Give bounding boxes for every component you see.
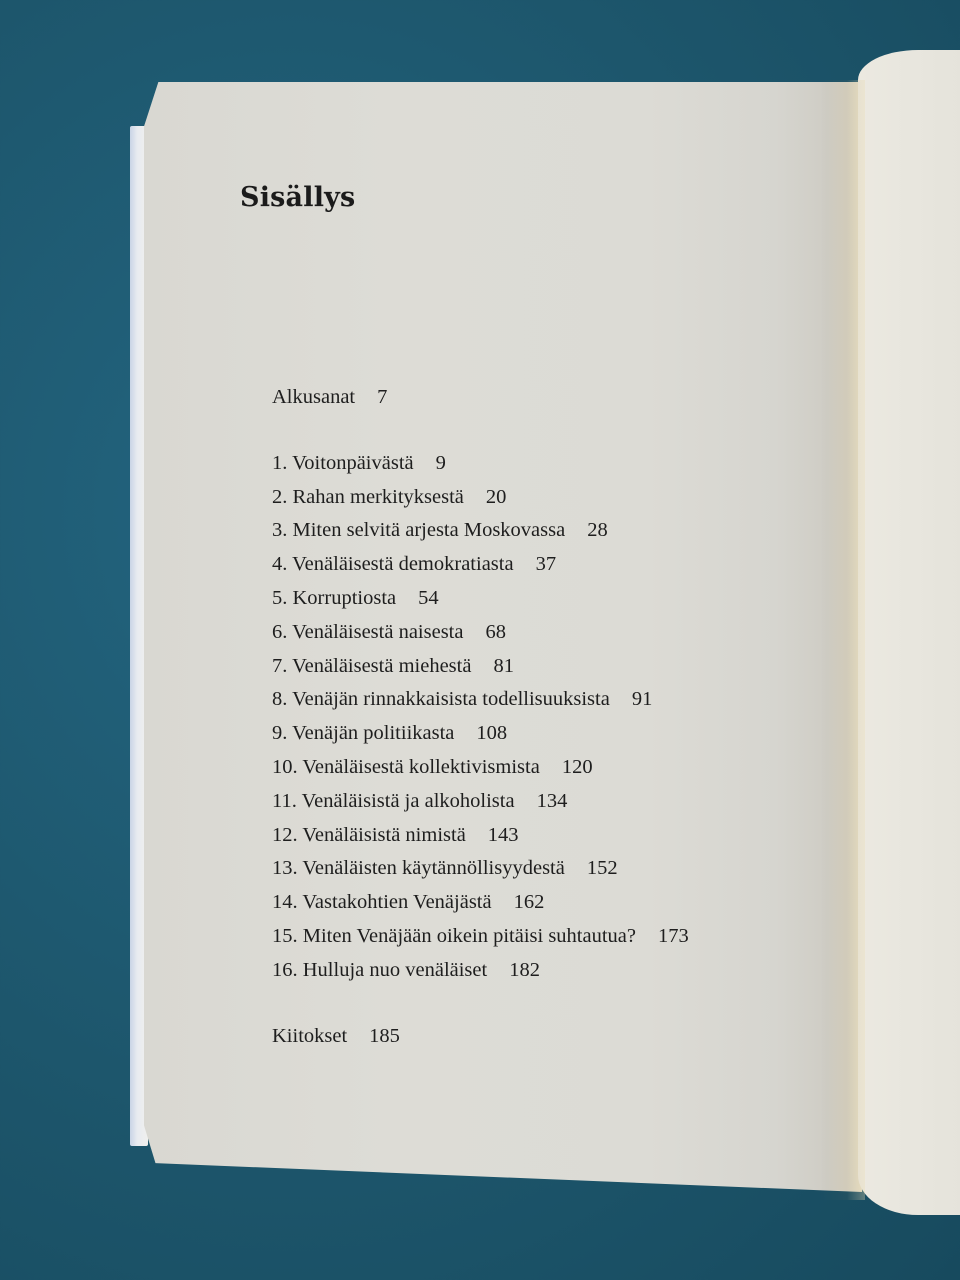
toc-entry-chapter-4 (272, 548, 689, 582)
entry-page-number: 20 (485, 485, 507, 508)
entry-title: Kiitokset (272, 1024, 348, 1047)
chapter-number: 16. (272, 958, 298, 981)
entry-title: Alkusanat (272, 386, 356, 408)
toc-entry-chapter-5 (272, 582, 689, 616)
chapter-number: 7. (272, 654, 288, 677)
toc-entry-chapter-16 (272, 954, 689, 988)
toc-list (272, 381, 689, 1053)
toc-entry-chapter-2 (272, 481, 689, 515)
entry-title: Miten Venäjään oikein pitäisi suhtautua? (302, 924, 636, 947)
chapter-number: 14. (272, 891, 298, 914)
chapter-number: 2. (272, 485, 288, 508)
entry-title: Miten selvitä arjesta Moskovassa (292, 519, 566, 542)
chapter-number: 3. (272, 519, 288, 542)
entry-title: Venäläisistä ja alkoholista (301, 789, 515, 812)
chapter-number: 1. (272, 451, 288, 474)
toc-entry-chapter-15 (272, 920, 689, 954)
entry-title: Venäjän politiikasta (292, 722, 455, 745)
chapter-number: 6. (272, 620, 288, 643)
entry-title: Korruptiosta (292, 586, 397, 609)
entry-title: Venäläisestä kollektivismista (302, 755, 540, 778)
chapter-number: 9. (272, 722, 288, 745)
entry-page-number: 68 (485, 620, 506, 643)
entry-title: Venäläisestä demokratiasta (292, 553, 514, 576)
chapter-number: 10. (272, 755, 298, 778)
entry-title: Venäläisestä naisesta (292, 620, 464, 643)
entry-page-number: 28 (587, 519, 608, 542)
entry-page-number: 173 (658, 924, 689, 947)
entry-page-number: 162 (513, 891, 545, 914)
entry-title: Hulluja nuo venäläiset (302, 958, 488, 981)
entry-page-number: 7 (377, 386, 388, 408)
entry-page-number: 134 (536, 789, 568, 812)
toc-entry-chapter-12 (272, 819, 689, 853)
toc-entry-chapter-7 (272, 650, 689, 684)
entry-title: Venäläisistä nimistä (302, 823, 466, 846)
toc-entry-chapter-13 (272, 852, 689, 886)
toc-entry-chapter-3 (272, 514, 689, 548)
entry-page-number: 37 (535, 553, 557, 576)
entry-page-number: 108 (476, 722, 508, 745)
entry-page-number: 9 (435, 451, 446, 474)
chapter-number: 11. (272, 789, 297, 812)
entry-title: Venäläisten käytännöllisyydestä (302, 857, 565, 880)
toc-entry-chapter-14 (272, 886, 689, 920)
toc-entry-kiitokset (272, 1020, 689, 1054)
page-title: Sisällys (240, 182, 356, 213)
entry-title: Venäjän rinnakkaisista todellisuuksista (292, 688, 610, 711)
entry-page-number: 152 (586, 857, 618, 880)
entry-page-number: 143 (487, 823, 519, 846)
toc-entry-chapter-9 (272, 717, 689, 751)
entry-page-number: 120 (561, 755, 593, 778)
toc-entry-chapter-11 (272, 785, 689, 819)
entry-page-number: 54 (418, 586, 439, 609)
entry-title: Voitonpäivästä (292, 451, 414, 474)
entry-title: Venäläisestä miehestä (292, 654, 472, 677)
toc-entry-chapter-8 (272, 683, 689, 717)
entry-page-number: 81 (493, 654, 514, 677)
toc-entry-chapter-10 (272, 751, 689, 785)
entry-page-number: 182 (509, 958, 540, 981)
chapter-number: 8. (272, 688, 288, 711)
chapter-number: 4. (272, 553, 288, 576)
toc-entry-chapter-6 (272, 616, 689, 650)
entry-title: Rahan merkityksestä (292, 485, 464, 508)
entry-page-number: 185 (369, 1024, 400, 1047)
chapter-number: 15. (272, 924, 298, 947)
chapter-number: 5. (272, 586, 288, 609)
toc-entry-chapter-1 (272, 447, 689, 481)
entry-title: Vastakohtien Venäjästä (302, 891, 492, 914)
chapter-number: 12. (272, 823, 298, 846)
chapter-number: 13. (272, 857, 298, 880)
toc-entry-alkusanat (272, 381, 689, 415)
entry-page-number: 91 (631, 688, 653, 711)
